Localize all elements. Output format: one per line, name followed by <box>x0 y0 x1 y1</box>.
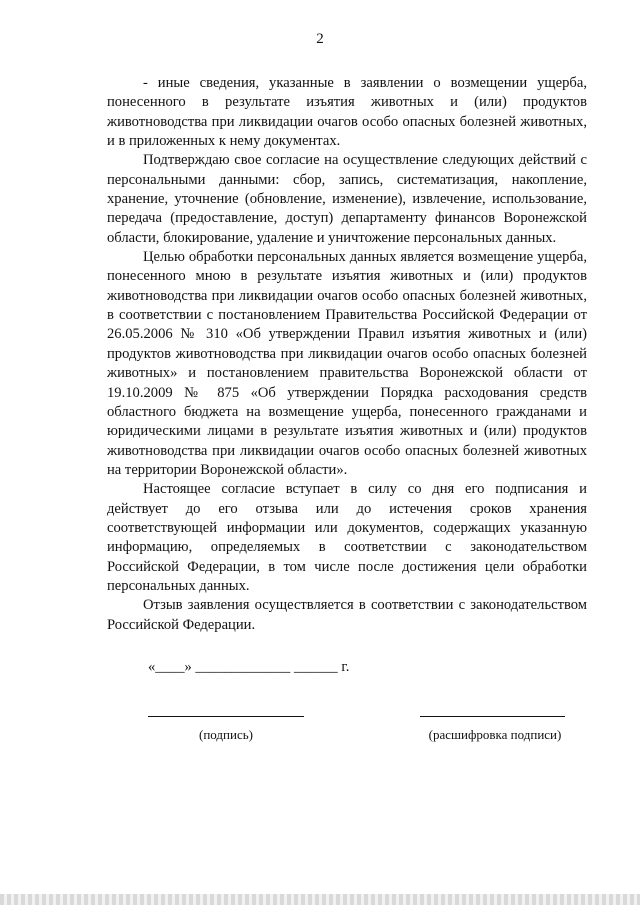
signature-caption: (подпись) <box>199 727 253 742</box>
page-number: 2 <box>316 31 324 47</box>
paragraph-other-info: - иные сведения, указанные в заявлении о возмещении ущерба, понесенного в результате изъятия животных и (или) продуктов животноводства при ликвидации очагов особо опасных болезней животных, и в приложенных к нему документах. <box>107 75 587 150</box>
scan-bottom-band <box>0 894 640 905</box>
signature-line <box>148 716 304 717</box>
transcript-caption: (расшифровка подписи) <box>428 727 562 742</box>
paragraph-consent-actions: Подтверждаю свое согласие на осуществление следующих действий с персональными данными: сбор, запись, систематизация, накопление, хранение, уточнение (обновление, изменение), извлечение, использование, передача (предоставление, доступ) департаменту финансов Воронежской области, блокирование, удаление и уничтожение персональных данных. <box>107 152 587 246</box>
document-body <box>107 74 587 635</box>
paragraph-purpose: Целью обработки персональных данных является возмещение ущерба, понесенного мною в результате изъятия животных и (или) продуктов животноводства при ликвидации очагов особо опасных болезней животных, в соответствии с постановлением Правительства Российской Федерации от 26.05.2006 № 310 «Об утверждении Правил изъятия животных и (или) продуктов животноводства при ликвидации очагов особо опасных болезней животных» и постановлением правительства Воронежской области от 19.10.2009 № 875 «Об утверждении Порядка расходования средств областного бюджета на возмещение ущерба, понесенного гражданами и юридическими лицами в результате изъятия животных и (или) продуктов животноводства при ликвидации очагов особо опасных болезней животных на территории Воронежской области». <box>107 249 587 478</box>
transcript-line <box>420 716 565 717</box>
paragraph-revocation: Отзыв заявления осуществляется в соответствии с законодательством Российской Федерации. <box>107 597 587 633</box>
paragraph-validity: Настоящее согласие вступает в силу со дня его подписания и действует до его отзыва или до истечения сроков хранения соответствующей информации или документов, содержащих указанную информацию, определяемых в соответствии с законодательством Российской Федерации, в том числе после достижения цели обработки персональных данных. <box>107 481 587 594</box>
date-line: «____» _____________ ______ г. <box>148 659 350 675</box>
